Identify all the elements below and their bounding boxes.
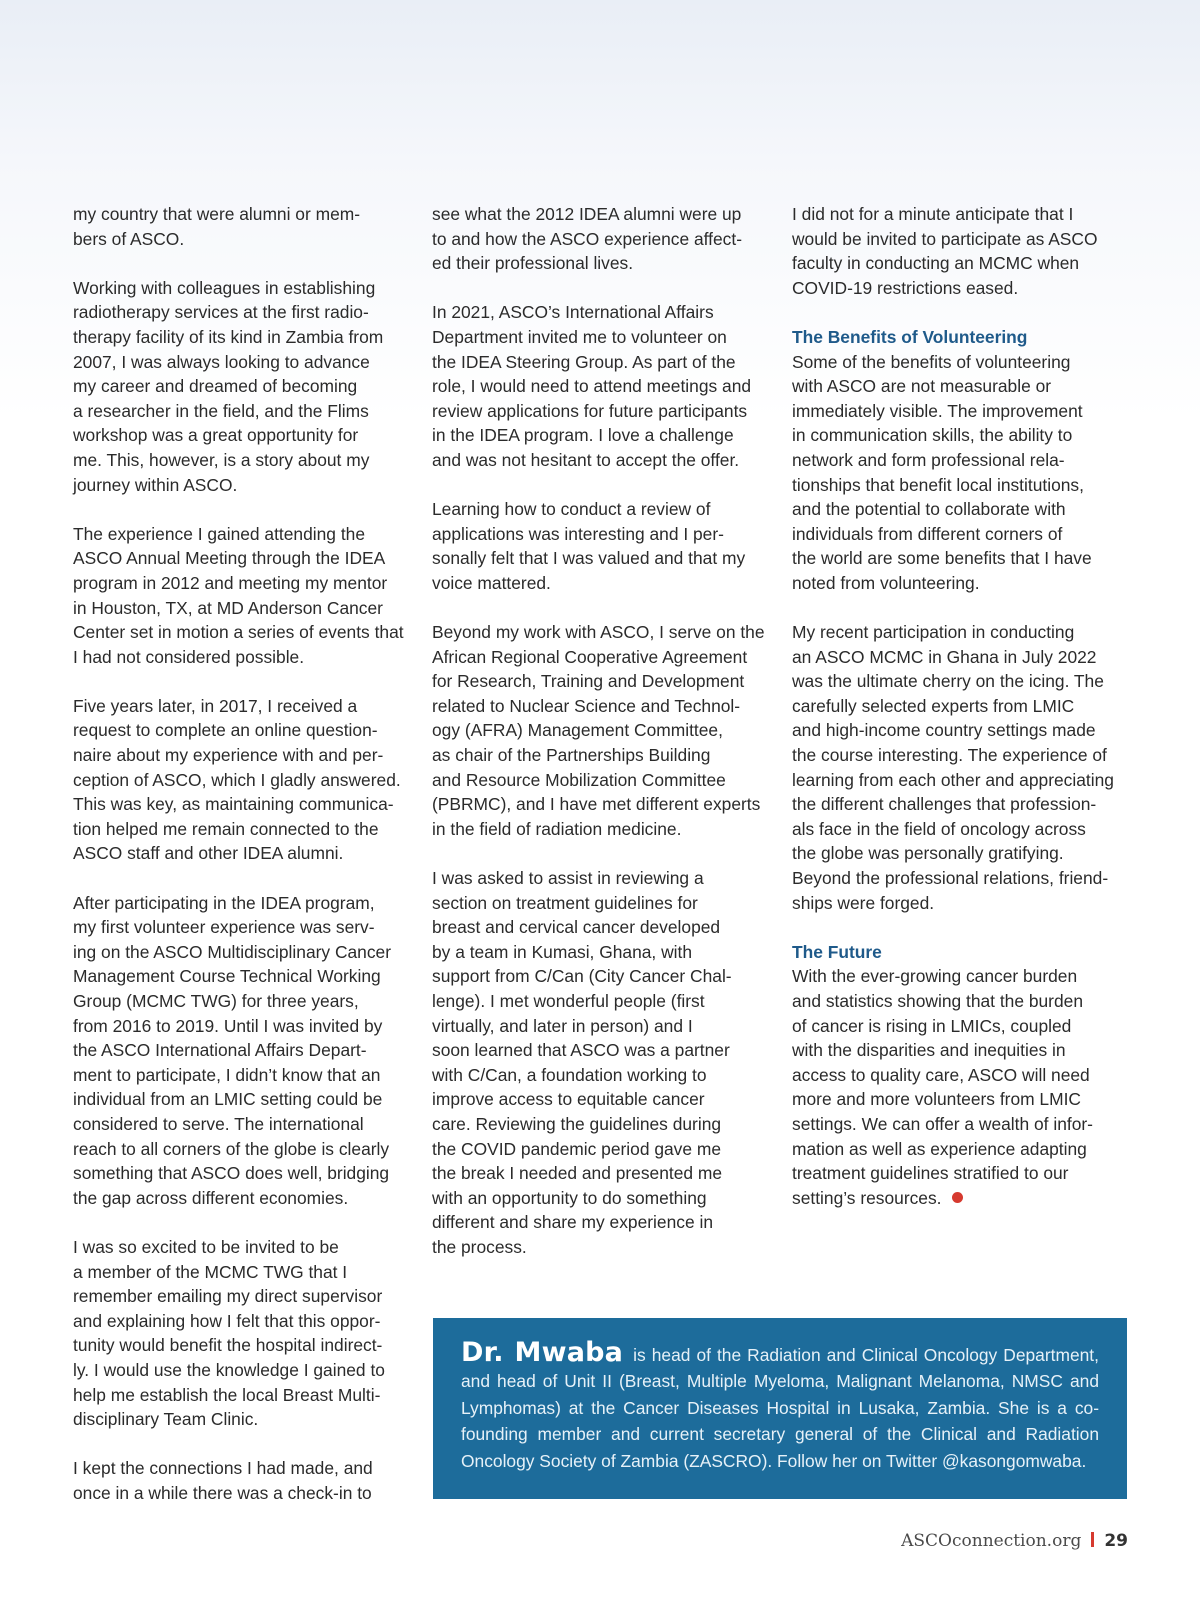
- paragraph: I was so excited to be invited to be a member of the MCMC TWG that I remember emailing my direct supervisor and explaining how I felt that this oppor- tunity would benefit the hospital indirect- ly. I would use the knowledge I gained to help me establish the local Breast Multi- disciplinary Team Clinic.: [73, 1236, 385, 1430]
- article-column-3: [792, 202, 1136, 1235]
- paragraph: Beyond my work with ASCO, I serve on the African Regional Cooperative Agreement for Research, Training and Development related to Nuclear Science and Technol- ogy (AFRA) Management Committee, as chair of the Partnerships Building and Resource Mobilization Committee (PBRMC), and I have met different experts in the field of radiation medicine.: [432, 622, 765, 839]
- paragraph: The experience I gained attending the ASCO Annual Meeting through the IDEA program in 2012 and meeting my mentor in Houston, TX, at MD Anderson Cancer Center set in motion a series of events that I had not considered possible.: [73, 523, 404, 667]
- page-footer: [901, 1531, 1128, 1551]
- paragraph: My recent participation in conducting an ASCO MCMC in Ghana in July 2022 was the ultimate cherry on the icing. The carefully selected experts from LMIC and high-income country settings made the course interesting. The experience of learning from each other and appreciating the different challenges that profession- als face in the field of oncology across the globe was personally gratifying. Beyond the professional relations, friend- ships were forged.: [792, 622, 1114, 913]
- footer-separator: [1091, 1532, 1094, 1547]
- paragraph-final: [792, 964, 1136, 1210]
- author-name: Dr. Mwaba: [461, 1337, 624, 1368]
- paragraph: my country that were alumni or mem- bers of ASCO.: [73, 204, 361, 249]
- section-heading-benefits: The Benefits of Volunteering: [792, 326, 1028, 347]
- paragraph: Five years later, in 2017, I received a request to complete an online question- naire about my experience with and per- ception of ASCO, which I gladly answered. This was key, as maintaining communica- tion helped me remain connected to the ASCO staff and other IDEA alumni.: [73, 695, 401, 864]
- paragraph: Some of the benefits of volunteering with ASCO are not measurable or immediately visible. The improvement in communication skills, the ability to network and form professional rela- tionships that benefit local institutions, and the potential to collaborate with individuals from different corners of the world are some benefits that I have noted from volunteering.: [792, 351, 1092, 593]
- paragraph: Learning how to conduct a review of applications was interesting and I per- sonally felt that I was valued and that my voice mattered.: [432, 499, 746, 593]
- end-of-article-dot-icon: [952, 1192, 963, 1203]
- paragraph: I did not for a minute anticipate that I would be invited to participate as ASCO faculty in conducting an MCMC when COVID-19 restrictions eased.: [792, 204, 1098, 298]
- section-heading-future: The Future: [792, 941, 882, 962]
- paragraph-final-text: With the ever-growing cancer burden and statistics showing that the burden of cancer is rising in LMICs, coupled with the disparities and inequities in access to quality care, ASCO will need more and more volunteers from LMIC settings. We can offer a wealth of infor- mation as well as experience adapting treatment guidelines stratified to our setting’s resources.: [792, 966, 1093, 1208]
- article-column-1: [73, 202, 411, 1530]
- paragraph: I kept the connections I had made, and once in a while there was a check-in to: [73, 1458, 373, 1503]
- author-bio-text: is head of the Radiation and Clinical Oncology Department, and head of Unit II (Breast, Multiple Myeloma, Malignant Melanoma, NMSC and Lymphomas) at the Cancer Diseases Hospital in Lusaka, Zambia. She is a co-founding member and current secretary general of the Clinical and Radiation Oncology Society of Zambia (ZASCRO). Follow her on Twitter @kasongomwaba.: [461, 1345, 1099, 1471]
- paragraph: In 2021, ASCO’s International Affairs Department invited me to volunteer on the IDEA Steering Group. As part of the role, I would need to attend meetings and review applications for future participants in the IDEA program. I love a challenge and was not hesitant to accept the offer.: [432, 302, 752, 470]
- paragraph: see what the 2012 IDEA alumni were up to and how the ASCO experience affect- ed their professional lives.: [432, 204, 742, 274]
- article-column-2: [432, 202, 772, 1284]
- footer-site: ASCOconnection.org: [901, 1531, 1082, 1551]
- paragraph: Working with colleagues in establishing radiotherapy services at the first radio- therapy facility of its kind in Zambia from 2007, I was always looking to advance my career and dreamed of becoming a researcher in the field, and the Flims workshop was a great opportunity for me. This, however, is a story about my journey within ASCO.: [73, 277, 384, 495]
- page-number: 29: [1104, 1531, 1128, 1551]
- paragraph: I was asked to assist in reviewing a section on treatment guidelines for breast and cervical cancer developed by a team in Kumasi, Ghana, with support from C/Can (City Cancer Chal- lenge). I met wonderful people (first virtually, and later in person) and I soon learned that ASCO was a partner with C/Can, a foundation working to improve access to equitable cancer care. Reviewing the guidelines during the COVID pandemic period gave me the break I needed and presented me with an opportunity to do something different and share my experience in the process.: [432, 868, 732, 1257]
- paragraph: After participating in the IDEA program, my first volunteer experience was serv- ing on the ASCO Multidisciplinary Cancer Management Course Technical Working Group (MCMC TWG) for three years, from 2016 to 2019. Until I was invited by the ASCO International Affairs Depart- ment to participate, I didn’t know that an individual from an LMIC setting could be considered to serve. The international reach to all corners of the globe is clearly something that ASCO does well, bridging the gap across different economies.: [73, 892, 392, 1208]
- author-bio-box: [433, 1318, 1127, 1499]
